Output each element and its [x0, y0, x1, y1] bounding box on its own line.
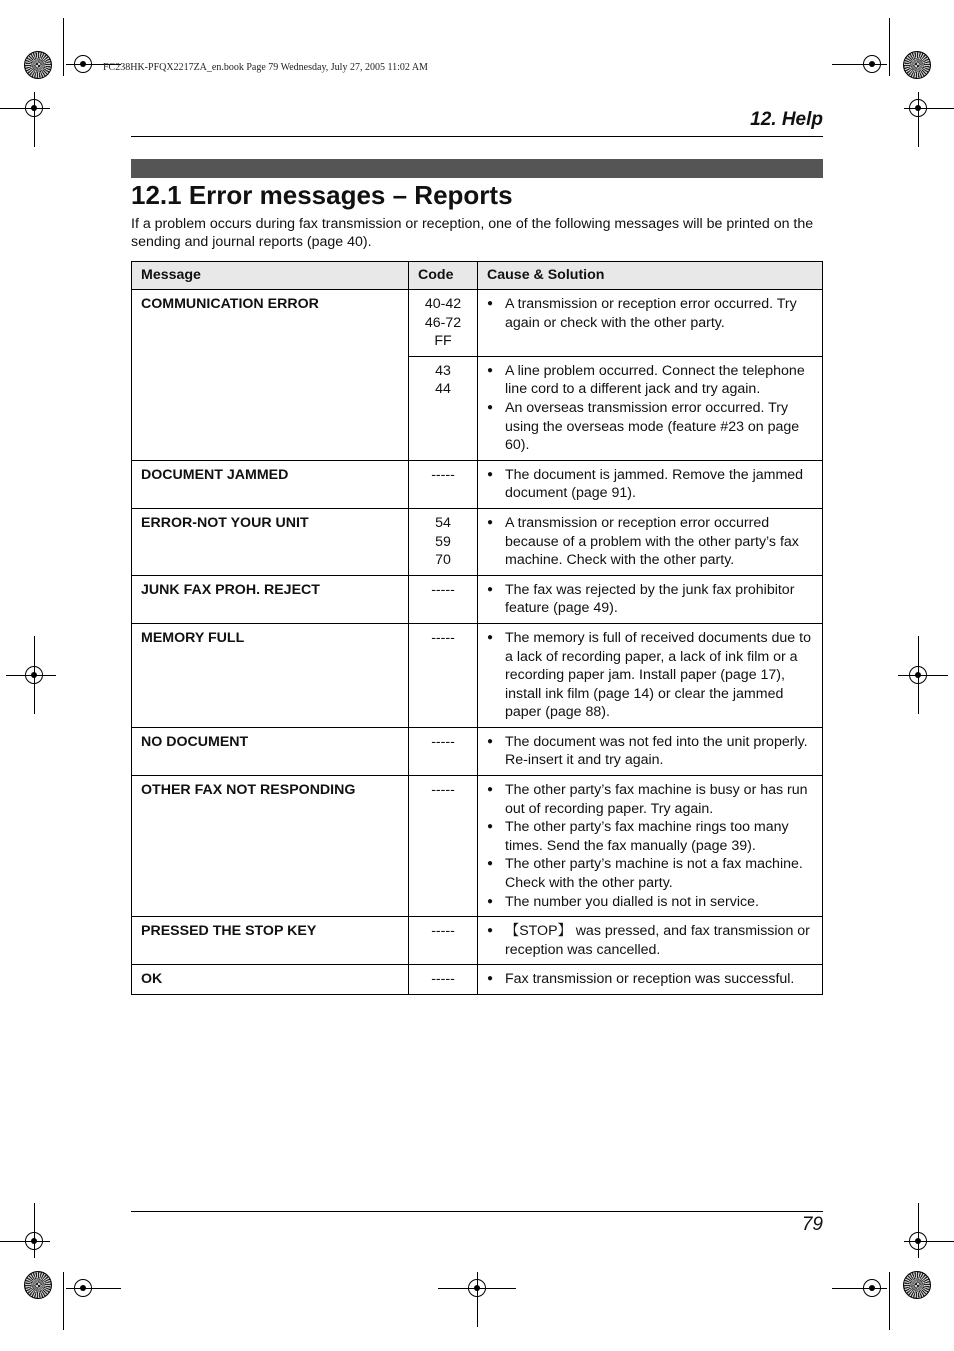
table-row [132, 965, 823, 995]
error-code: ----- [431, 466, 455, 483]
registration-disc-top-right-icon [903, 51, 931, 79]
registration-disc-bottom-right-icon [903, 1271, 931, 1299]
solution-bullet: ● 【STOP】 was pressed, and fax transmission or reception was cancelled. [487, 922, 813, 959]
solution-bullet: ● A line problem occurred. Connect the telephone line cord to a different jack and try again. [487, 362, 813, 399]
error-message: COMMUNICATION ERROR [132, 290, 409, 461]
solution-bullet: ● The document was not fed into the unit properly. Re-insert it and try again. [487, 733, 813, 770]
table-row [132, 290, 823, 357]
table-row [132, 508, 823, 575]
error-code: FF [434, 333, 452, 350]
error-code: 59 [435, 533, 451, 550]
header-cause: Cause & Solution [478, 262, 823, 290]
error-message: ERROR-NOT YOUR UNIT [132, 508, 409, 575]
error-message: PRESSED THE STOP KEY [132, 917, 409, 965]
error-code-cell [409, 776, 478, 917]
table-header-row [132, 262, 823, 290]
error-code-cell [409, 575, 478, 623]
error-code: ----- [431, 971, 455, 988]
solution-bullet: ● Fax transmission or reception was successful. [487, 970, 813, 989]
cause-solution-cell [478, 460, 823, 508]
solution-bullet: ● The other party’s machine is not a fax machine. Check with the other party. [487, 855, 813, 892]
solution-bullet: ● A transmission or reception error occurred because of a problem with the other party’s fax machine. Check with the other party. [487, 514, 813, 570]
cause-solution-cell [478, 356, 823, 460]
cause-solution-cell [478, 623, 823, 727]
registration-disc-bottom-left-icon [24, 1271, 52, 1299]
error-message: OTHER FAX NOT RESPONDING [132, 776, 409, 917]
table-row [132, 575, 823, 623]
solution-bullet: ● The other party’s fax machine rings too many times. Send the fax manually (page 39). [487, 818, 813, 855]
title-bar [131, 159, 823, 178]
error-code: ----- [431, 923, 455, 940]
intro-paragraph: If a problem occurs during fax transmission or reception, one of the following messages will be printed on the sending and journal reports (page 40). [131, 216, 814, 251]
error-message: MEMORY FULL [132, 623, 409, 727]
error-code-cell [409, 290, 478, 357]
cause-solution-cell [478, 290, 823, 357]
cause-solution-cell [478, 965, 823, 995]
error-code-cell [409, 727, 478, 775]
error-code: 44 [435, 381, 451, 398]
error-code-cell [409, 965, 478, 995]
error-message: JUNK FAX PROH. REJECT [132, 575, 409, 623]
error-code: ----- [431, 782, 455, 799]
cause-solution-cell [478, 575, 823, 623]
error-code: 40-42 [424, 296, 462, 312]
solution-bullet: ● The fax was rejected by the junk fax prohibitor feature (page 49). [487, 581, 813, 618]
header-code: Code [409, 262, 478, 290]
solution-bullet: ● The number you dialled is not in service. [487, 893, 813, 912]
registration-disc-top-left-icon [24, 51, 52, 79]
solution-bullet: ● The memory is full of received documents due to a lack of recording paper, a lack of ink film or a recording paper jam. Install paper (page 17), install ink film (page 14) or clear the jammed paper (page 88). [487, 629, 813, 722]
error-code-cell [409, 460, 478, 508]
cause-solution-cell [478, 508, 823, 575]
solution-bullet: ● An overseas transmission error occurred. Try using the overseas mode (feature #23 on page 60). [487, 399, 813, 455]
section-label: 12. Help [750, 109, 823, 130]
table-row [132, 776, 823, 917]
page-title: 12.1 Error messages – Reports [131, 180, 513, 210]
cause-solution-cell [478, 776, 823, 917]
error-message: DOCUMENT JAMMED [132, 460, 409, 508]
solution-bullet: ● The other party’s fax machine is busy or has run out of recording paper. Try again. [487, 781, 813, 818]
book-header: FC238HK-PFQX2217ZA_en.book Page 79 Wednesday, July 27, 2005 11:02 AM [103, 62, 428, 73]
page-number: 79 [801, 1214, 823, 1235]
cause-solution-cell [478, 917, 823, 965]
error-code-cell [409, 508, 478, 575]
cause-solution-cell [478, 727, 823, 775]
table-row [132, 917, 823, 965]
header-message: Message [132, 262, 409, 290]
error-message: NO DOCUMENT [132, 727, 409, 775]
error-code-cell [409, 917, 478, 965]
error-message: OK [132, 965, 409, 995]
error-messages-table [131, 261, 823, 995]
error-code: 43 [435, 362, 451, 379]
table-row [132, 727, 823, 775]
table-row [132, 460, 823, 508]
error-code: ----- [431, 581, 455, 598]
solution-bullet: ● The document is jammed. Remove the jammed document (page 91). [487, 466, 813, 503]
header-rule [131, 136, 823, 137]
error-code-cell [409, 356, 478, 460]
error-code: 54 [435, 514, 451, 531]
error-code-cell [409, 623, 478, 727]
error-code: ----- [431, 629, 455, 646]
error-code: 70 [435, 552, 451, 569]
error-code: ----- [431, 733, 455, 750]
table-row [132, 623, 823, 727]
solution-bullet: ● A transmission or reception error occurred. Try again or check with the other party. [487, 295, 813, 332]
error-code: 46-72 [424, 314, 462, 331]
footer-rule [131, 1211, 823, 1212]
